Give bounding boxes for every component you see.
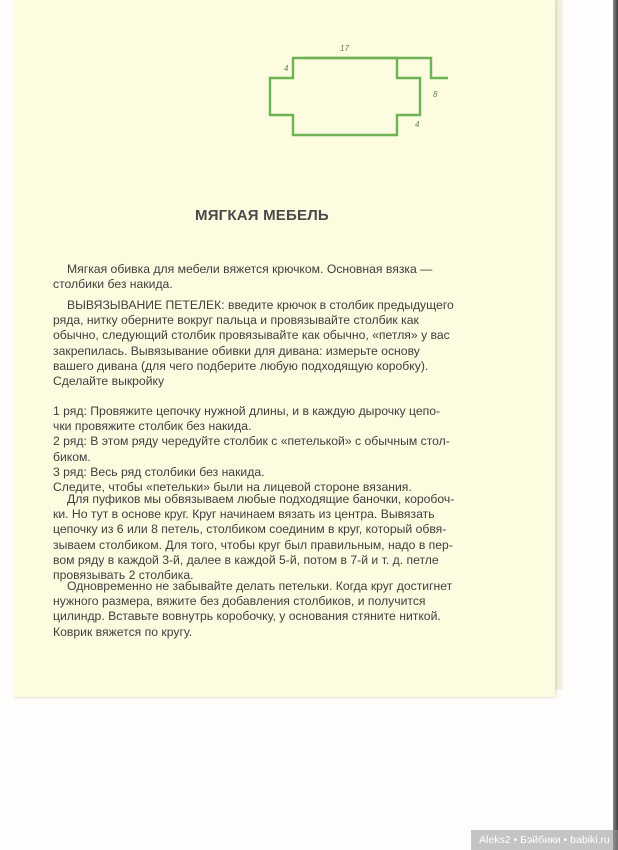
watermark: Aleks2 • Бэйбики • babiki.ru	[471, 830, 618, 850]
dim-label-top: 17	[340, 44, 349, 53]
dim-label-right: 8	[433, 90, 438, 99]
text-line: закрепилась. Вывязывание обивки для дивана: измерьте основу	[53, 343, 420, 358]
text-line: провязывать 2 столбика.	[53, 568, 194, 583]
text-line: Следите, чтобы «петельки» были на лицевой стороне вязания.	[53, 480, 412, 495]
text-line: Коврик вяжется по кругу.	[53, 624, 193, 639]
text-line: обычно, следующий столбик провязывайте как обычно, «петля» у вас	[53, 328, 450, 343]
scanner-edge	[613, 0, 618, 850]
text-line: Одновременно не забывайте делать петельки. Когда круг достигнет	[67, 579, 453, 593]
dim-label-left: 4	[284, 64, 289, 73]
text-line: Для пуфиков мы обвязываем любые подходящие баночки, коробоч-	[67, 492, 455, 506]
text-line: 2 ряд: В этом ряду чередуйте столбик с «петелькой» с обычным стол-	[53, 434, 450, 449]
text-line: ки. Но тут в основе круг. Круг начинаем вязать из центра. Вывязать	[53, 507, 435, 522]
text-line: Сделайте выкройку	[53, 374, 165, 389]
text-line: ряда, нитку оберните вокруг пальца и провязывайте столбик как	[53, 313, 419, 328]
paragraph-cylinder	[53, 579, 469, 640]
page-title: МЯГКАЯ МЕБЕЛЬ	[195, 207, 329, 224]
paragraph-rows	[53, 404, 469, 495]
text-line: столбики без накида.	[53, 277, 173, 292]
text-line: цилиндр. Вставьте вовнутрь коробочку, у основания стяните ниткой.	[53, 609, 441, 624]
paragraph-loops	[53, 298, 469, 389]
text-line: 1 ряд: Провяжите цепочку нужной длины, и в каждую дырочку цепо-	[53, 404, 441, 418]
text-line: цепочку из 6 или 8 петель, столбиком соединим в круг, который обвя-	[53, 522, 447, 537]
text-line: биком.	[53, 449, 91, 464]
text-line: Мягкая обивка для мебели вяжется крючком. Основная вязка —	[67, 262, 433, 276]
pattern-outline-icon	[268, 44, 448, 140]
text-line: ВЫВЯЗЫВАНИЕ ПЕТЕЛЕК: введите крючок в столбик предыдущего	[67, 298, 454, 312]
paragraph-intro	[53, 262, 469, 292]
paragraph-poufs	[53, 492, 469, 583]
dim-label-bottom: 4	[415, 120, 420, 129]
text-line: вашего дивана (для чего подберите любую подходящую коробку).	[53, 358, 429, 373]
text-line: чки провяжите столбик без накида.	[53, 419, 252, 434]
text-line: зываем столбиком. Для того, чтобы круг был правильным, надо в пер-	[53, 537, 453, 552]
text-line: вом ряду в каждой 3-й, далее в каждой 5-й, потом в 7-й и т. д. петле	[53, 552, 439, 567]
text-line: 3 ряд: Весь ряд столбики без накида.	[53, 464, 265, 479]
page-fold-edge	[555, 0, 563, 690]
sofa-pattern-diagram	[268, 44, 448, 140]
text-line: нужного размера, вяжите без добавления столбиков, и получится	[53, 594, 426, 609]
